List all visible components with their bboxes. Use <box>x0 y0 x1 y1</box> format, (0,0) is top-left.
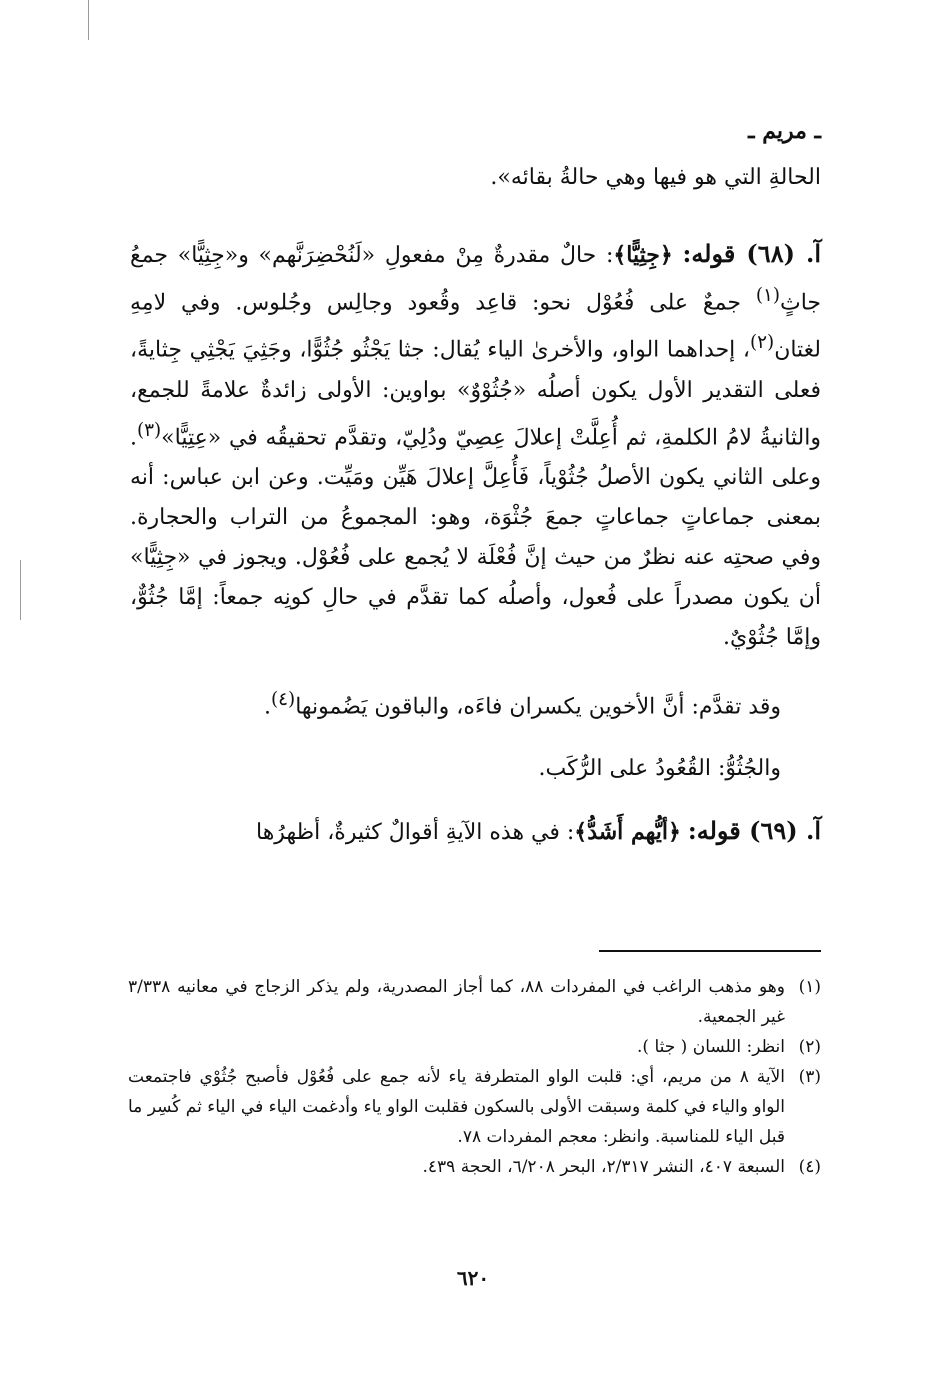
footnote-ref-2[interactable]: (٢) <box>750 332 775 354</box>
opening-line: الحالةِ التي هو فيها وهي حالةُ بقائه». <box>490 165 821 190</box>
footnote-text: انظر: اللسان ( جثا ). <box>637 1037 785 1057</box>
verse-68-text-4: . وعلى الثاني يكون الأصلُ جُثُوْياً، فَأُعِلَّ إعلالَ هَيِّن ومَيِّت. وعن ابن عباس: أنه بمعنى جماعاتٍ جماعاتٍ جمعَ جُثْوَة، وهو: المجموعُ من التراب والحجارة. وفي صحتِه عنه نظرٌ من حيث إنَّ فُعْلَة لا يُجمع على فُعُوْل. ويجوز في «جِثِيًّا» أن يكون مصدراً على فُعول، وأصلُه كما تقدَّم في حالِ كونِه جمعاً: إمَّا جُثُوٌّ، وإمَّا جُثُوْيٌ. <box>130 424 821 650</box>
footnote-ref-4[interactable]: (٤) <box>271 688 296 710</box>
scan-edge-mark-top <box>88 0 89 40</box>
footnote-separator <box>599 950 821 952</box>
footnote-number: (٣) <box>798 1067 821 1087</box>
reading-note-text: وقد تقدَّم: أنَّ الأخوين يكسران فاءَه، والباقون يَضُمونها <box>295 694 781 720</box>
verse-69-quote: ﴿أيُّهم أَشَدُّ﴾ <box>574 819 681 846</box>
scan-edge-mark-side <box>20 560 21 620</box>
footnote-number: (٢) <box>798 1037 821 1057</box>
footnote-text: وهو مذهب الراغب في المفردات ٨٨، كما أجاز المصدرية، ولم يذكر الزجاج في معانيه ٣/٣٣٨ غير الجمعية. <box>128 977 785 1027</box>
footnote-item <box>128 1062 821 1152</box>
footnote-text: الآية ٨ من مريم، أي: قلبت الواو المتطرفة ياء لأنه جمع على فُعُوْل فأصبح جُثُوْي فاجتمعت الواو والياء في كلمة وسبقت الأولى بالسكون فقلبت الواو ياء وأدغمت الياء في الياء ثم كُسِر ما قبل الياء للمناسبة. وانظر: معجم المفردات ٧٨. <box>128 1067 785 1147</box>
running-head: ـ مريم ـ <box>748 118 821 144</box>
footnote-number: (٤) <box>798 1157 821 1177</box>
verse-69-paragraph <box>130 811 821 853</box>
verse-68-text-1: : حالٌ مقدرةٌ مِنْ مفعولِ «لَنُحْضِرَنَّهم» و«جِثِيًّا» جمعُ جاثٍ <box>130 243 821 316</box>
reading-note: وقد تقدَّم: أنَّ الأخوين يكسران فاءَه، والباقون يَضُمونها$^{(٤)}$. <box>264 688 781 720</box>
footnote-ref-3[interactable]: (٣) <box>137 419 162 441</box>
definition-line: والجُثُوُّ: القُعُودُ على الرُّكَب. <box>538 756 781 782</box>
footnote-item <box>128 972 821 1032</box>
footnotes <box>128 972 821 1182</box>
footnote-text: السبعة ٤٠٧، النشر ٢/٣١٧، البحر ٦/٢٠٨، الحجة ٤٣٩. <box>422 1157 785 1177</box>
footnote-item <box>128 1152 821 1182</box>
verse-69-label: آ. (٦٩) قوله: <box>687 816 821 846</box>
main-text <box>130 158 821 853</box>
footnote-item <box>128 1032 821 1062</box>
page-number: ٦٢٠ <box>456 1266 490 1290</box>
verse-68-text-2: جمعٌ على فُعُوْل نحو: قاعِد وقُعود وجالِس وجُلوس. وفي لامِهِ لغتان <box>130 290 822 363</box>
verse-68-paragraph <box>130 234 821 658</box>
verse-68-quote: ﴿جِثِيًّا﴾ <box>613 242 673 268</box>
footnote-ref-1[interactable]: (١) <box>755 285 780 306</box>
footnote-number: (١) <box>798 977 821 997</box>
verse-68-label: آ. (٦٨) قوله: <box>682 239 822 268</box>
verse-69-text: : في هذه الآيةِ أقوالٌ كثيرةٌ، أظهرُها <box>256 820 575 846</box>
verse-68-text-3: ، إحداهما الواو، والأخرىٰ الياء يُقال: جثا يَجْثُو جُثُوًّا، وجَثِيَ يَجْثِي جِثايةً، فعلى التقدير الأول يكون أصلُه «جُثُوْوٌ» بواوين: الأولى زائدةٌ علامةً للجمع، والثانيةُ لامُ الكلمةِ، ثم أُعِلَّتْ إعلالَ عِصِيّ ودُلِيّ، وتقدَّم تحقيقُه في «عِتِيًّا» <box>130 337 821 450</box>
